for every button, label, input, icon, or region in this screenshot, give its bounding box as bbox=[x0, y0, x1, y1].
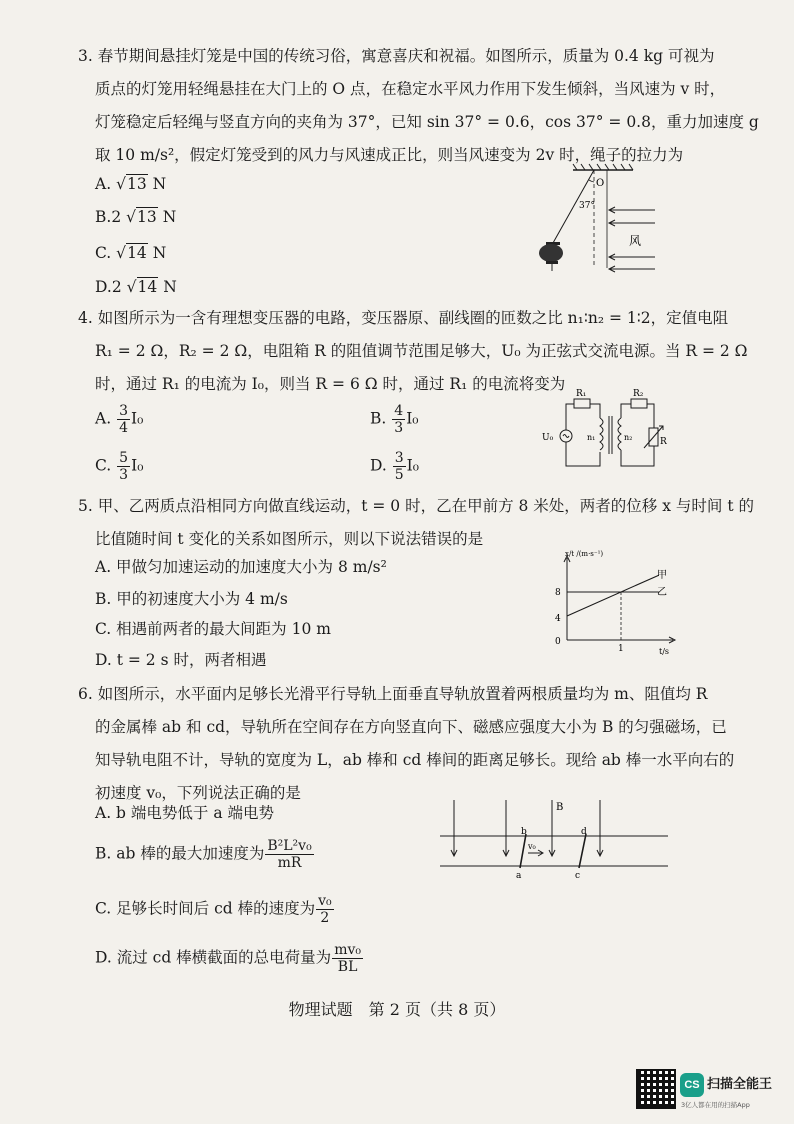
series-line-jia bbox=[567, 575, 659, 616]
q4-option-a[interactable]: A. $\frac{3}{4}$ I₀ bbox=[95, 403, 144, 436]
svg-text:n₂: n₂ bbox=[624, 433, 633, 442]
svg-text:d: d bbox=[581, 827, 587, 837]
series-label-jia: 甲 bbox=[657, 570, 667, 581]
x-tick-1: 1 bbox=[618, 644, 624, 654]
q5-option-c[interactable]: C. 相遇前两者的最大间距为 10 m bbox=[95, 620, 331, 638]
rod-ab bbox=[520, 834, 526, 868]
fraction: $\frac{3}{4}$ bbox=[119, 403, 128, 436]
y-tick-4: 4 bbox=[555, 614, 561, 624]
scanner-app-name: 扫描全能王 bbox=[707, 1077, 773, 1092]
lantern-icon bbox=[539, 242, 563, 271]
q6-stem: 6. 如图所示，水平面内足够长光滑平行导轨上面垂直导轨放置着两根质量均为 m、阻值均 R 的金属棒 ab 和 cd，导轨所在空间存在方向竖直向下、磁感应强度大小为 B 的匀强磁场，已 知导轨电阻不计，导轨的宽度为 L，ab 棒和 cd 棒间的距离足够长。现给 ab 棒一水平向右的 初速度 v₀，下列说法正确的是 bbox=[78, 685, 735, 802]
svg-text:O: O bbox=[596, 178, 605, 189]
q3-stem: 3. 春节期间悬挂灯笼是中国的传统习俗，寓意喜庆和祝福。如图所示，质量为 0.4 kg 可视为 质点的灯笼用轻绳悬挂在大门上的 O 点，在稳定水平风力作用下发生倾斜，当风速为 v 时， 灯笼稳定后轻绳与竖直方向的夹角为 37°，已知 sin 37° = 0.6，cos 37° = 0.8，重力加速度 g 取 10 m/s²，假定灯笼受到的风力与风速成正比，则当风速变为 2v 时，绳子的拉力为 bbox=[78, 47, 759, 164]
page-footer: 物理试题 第 2 页（共 8 页） bbox=[288, 1000, 506, 1019]
rail-diagram bbox=[440, 798, 670, 888]
svg-text:B: B bbox=[556, 802, 564, 813]
q5-option-b[interactable]: B. 甲的初速度大小为 4 m/s bbox=[95, 590, 288, 608]
sqrt: √13 bbox=[116, 175, 147, 193]
q3-option-d[interactable]: D.2 √14 N bbox=[95, 278, 177, 296]
q3-option-b[interactable]: B.2 √13 N bbox=[95, 208, 177, 226]
q3-option-a[interactable]: A. √13 N bbox=[95, 175, 167, 193]
svg-text:R: R bbox=[660, 437, 667, 447]
y-tick-0: 0 bbox=[555, 637, 561, 647]
svg-text:v₀: v₀ bbox=[528, 842, 536, 851]
svg-text:b: b bbox=[521, 827, 527, 837]
sqrt: √14 bbox=[126, 278, 158, 296]
svg-text:风: 风 bbox=[629, 234, 642, 248]
q5-option-d[interactable]: D. t = 2 s 时，两者相遇 bbox=[95, 651, 267, 669]
q6-option-b[interactable]: B. ab 棒的最大加速度为 $\frac{\text{B²L²v₀}}{mR}$ bbox=[95, 838, 312, 871]
q5-option-a[interactable]: A. 甲做匀加速运动的加速度大小为 8 m/s² bbox=[95, 558, 387, 576]
q4-option-d[interactable]: D. $\frac{3}{5}$ I₀ bbox=[370, 450, 420, 483]
svg-text:a: a bbox=[516, 871, 522, 881]
q6-option-a[interactable]: A. b 端电势低于 a 端电势 bbox=[95, 804, 274, 822]
cs-logo: CS bbox=[680, 1073, 704, 1097]
series-label-yi: 乙 bbox=[657, 587, 667, 598]
svg-text:R₂: R₂ bbox=[633, 389, 644, 399]
svg-text:c: c bbox=[575, 871, 581, 881]
fraction: $\frac{\text{B²L²v₀}}{mR}$ bbox=[267, 838, 312, 871]
q4-option-c[interactable]: C. $\frac{5}{3}$ I₀ bbox=[95, 450, 144, 483]
lantern-figure bbox=[525, 160, 655, 290]
fraction: $\frac{\text{mv₀}}{BL}$ bbox=[334, 942, 361, 975]
y-axis-label: x/t /(m·s⁻¹) bbox=[565, 550, 604, 558]
fraction: $\frac{\text{v₀}}{2}$ bbox=[318, 893, 332, 926]
xt-chart bbox=[545, 548, 685, 658]
q3-option-c[interactable]: C. √14 N bbox=[95, 244, 167, 262]
rod-cd bbox=[579, 834, 586, 868]
scanner-app-tagline: 3亿人都在用的扫描App bbox=[681, 1101, 750, 1109]
q6-option-c[interactable]: C. 足够长时间后 cd 棒的速度为 $\frac{\text{v₀}}{2}$ bbox=[95, 893, 332, 926]
q4-stem: 4. 如图所示为一含有理想变压器的电路，变压器原、副线圈的匝数之比 n₁∶n₂ = 1∶2，定值电阻 R₁ = 2 Ω，R₂ = 2 Ω，电阻箱 R 的阻值调节范围足够大，U₀ 为正弦式交流电源。当 R = 2 Ω 时，通过 R₁ 的电流为 I₀，则当 R = 6 Ω 时，通过 R₁ 的电流将变为 bbox=[78, 309, 748, 393]
qr-code bbox=[636, 1069, 676, 1109]
q5-stem: 5. 甲、乙两质点沿相同方向做直线运动，t = 0 时，乙在甲前方 8 米处，两者的位移 x 与时间 t 的 比值随时间 t 变化的关系如图所示，则以下说法错误的是 bbox=[78, 497, 754, 548]
x-axis-label: t/s bbox=[659, 647, 670, 656]
sqrt: √14 bbox=[116, 244, 147, 262]
y-tick-8: 8 bbox=[555, 588, 561, 598]
fraction: $\frac{5}{3}$ bbox=[119, 450, 129, 483]
q6-option-d[interactable]: D. 流过 cd 棒横截面的总电荷量为 $\frac{\text{mv₀}}{BL}$ bbox=[95, 942, 361, 975]
q4-option-b[interactable]: B. $\frac{4}{3}$ I₀ bbox=[370, 403, 419, 436]
svg-text:R₁: R₁ bbox=[576, 389, 587, 399]
sqrt: √13 bbox=[126, 208, 157, 226]
fraction: $\frac{3}{5}$ bbox=[394, 450, 404, 483]
svg-text:U₀: U₀ bbox=[542, 433, 554, 443]
svg-text:37°: 37° bbox=[579, 201, 595, 211]
transformer-circuit bbox=[540, 388, 690, 478]
fraction: $\frac{4}{3}$ bbox=[394, 403, 404, 436]
svg-text:n₁: n₁ bbox=[587, 433, 596, 442]
